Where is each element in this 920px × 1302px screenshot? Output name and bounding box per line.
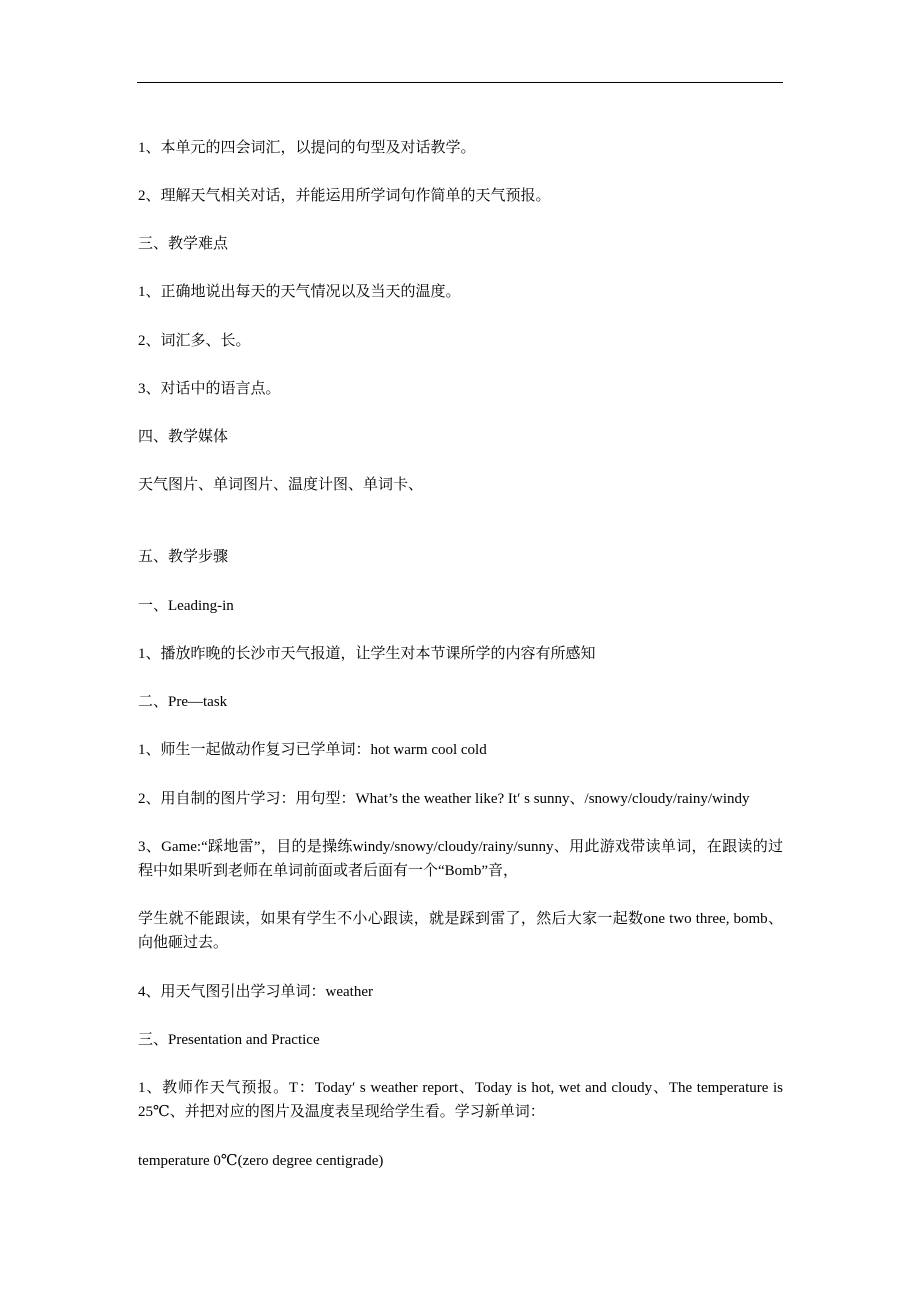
- step-3-item-1: 1、教师作天气预报。T：Today′ s weather report、Today is hot, wet and cloudy、The temperature is 25℃、并把对应的图片及温度表呈现给学生看。学习新单词：: [138, 1080, 783, 1120]
- media-heading: 四、教学媒体: [138, 429, 229, 445]
- requirement-1: 1、本单元的四会词汇，以提问的句型及对话教学。: [138, 140, 476, 156]
- step-2-item-2: 2、用自制的图片学习：用句型：What’s the weather like? It′ s sunny、/snowy/cloudy/rainy/windy: [138, 791, 750, 807]
- difficulty-2: 2、词汇多、长。: [138, 333, 251, 349]
- step-1-heading: 一、Leading-in: [138, 598, 234, 614]
- difficulty-3: 3、对话中的语言点。: [138, 381, 281, 397]
- difficulty-1: 1、正确地说出每天的天气情况以及当天的温度。: [138, 284, 461, 300]
- steps-heading: 五、教学步骤: [138, 549, 229, 565]
- step-2-item-1: 1、师生一起做动作复习已学单词：hot warm cool cold: [138, 742, 487, 758]
- step-2-item-4: 学生就不能跟读，如果有学生不小心跟读，就是踩到雷了，然后大家一起数one two three, bomb、向他砸过去。: [138, 911, 783, 951]
- requirement-2: 2、理解天气相关对话，并能运用所学词句作简单的天气预报。: [138, 188, 551, 204]
- media-text: 天气图片、单词图片、温度计图、单词卡、: [138, 477, 424, 493]
- step-1-item-1: 1、播放昨晚的长沙市天气报道，让学生对本节课所学的内容有所感知: [138, 646, 596, 662]
- step-2-item-5: 4、用天气图引出学习单词：weather: [138, 984, 373, 1000]
- step-2-heading: 二、Pre—task: [138, 694, 228, 710]
- step-2-item-3: 3、Game:“踩地雷”，目的是操练windy/snowy/cloudy/rainy/sunny、用此游戏带读单词，在跟读的过程中如果听到老师在单词前面或者后面有一个“Bomb”音，: [138, 839, 783, 879]
- step-3-heading: 三、Presentation and Practice: [138, 1032, 320, 1048]
- difficulties-heading: 三、教学难点: [138, 236, 229, 252]
- step-3-item-2: temperature 0℃(zero degree centigrade): [138, 1153, 384, 1169]
